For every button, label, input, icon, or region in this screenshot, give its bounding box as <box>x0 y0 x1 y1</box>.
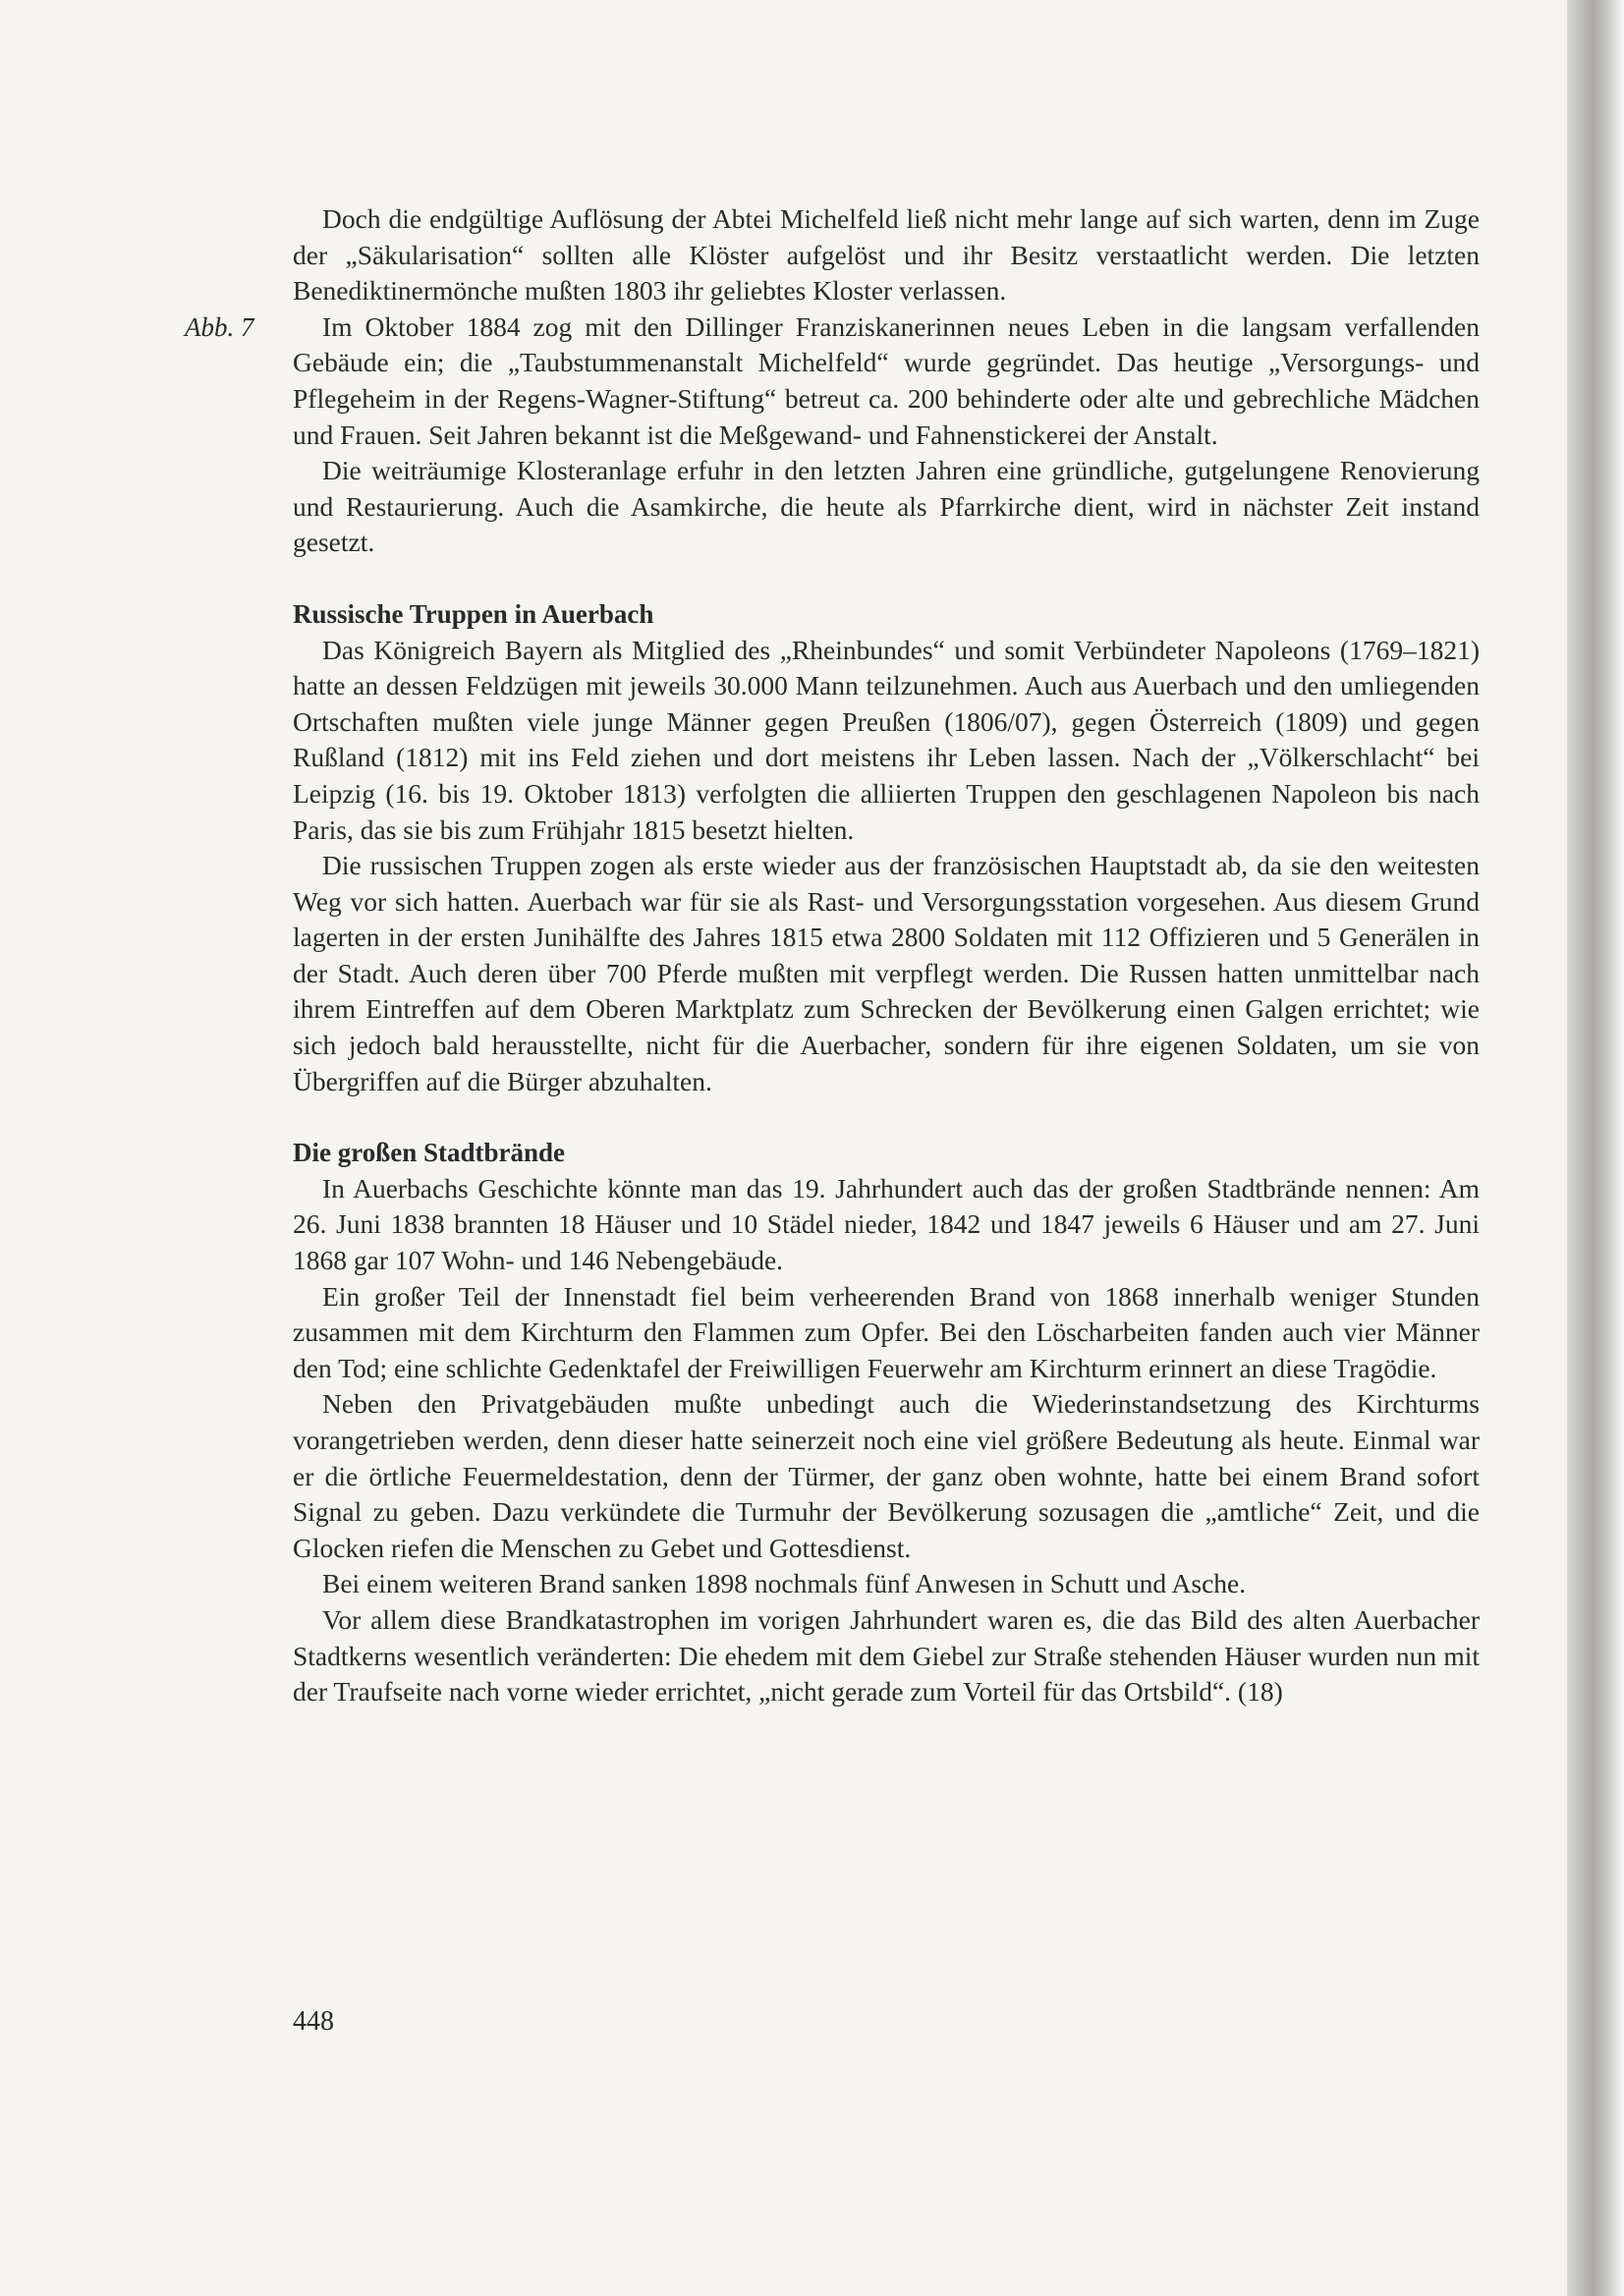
section-heading-town-fires: Die großen Stadtbrände <box>293 1138 566 1168</box>
page-edge-shadow <box>1567 0 1624 2296</box>
section-heading-russian-troops: Russische Truppen in Auerbach <box>293 598 654 629</box>
margin-note-figure-ref: Abb. 7 <box>185 311 254 342</box>
paragraph-abbey-dissolution: Doch die endgültige Auflösung der Abtei Michelfeld ließ nicht mehr lange auf sich warten, denn im Zuge der „Säkularisation“ sollten alle Klöster aufgelöst und ihr Besitz verstaatlicht werden. Die letzten Benediktinermönche mußten 1803 ihr geliebtes Kloster verlassen. <box>293 203 1480 307</box>
paragraph-russian-troops: Die russischen Truppen zogen als erste wieder aus der französischen Hauptstadt ab, da sie den weitesten Weg vor sich hatten. Auerbach war für sie als Rast- und Versorgungsstation vorgesehen. Aus diesem Grund lagerten in der ersten Junihälfte des Jahres 1815 etwa 2800 Soldaten mit 112 Offizieren und 5 Generälen in der Stadt. Auch deren über 700 Pferde mußten mit verpflegt werden. Die Russen hatten unmittelbar nach ihrem Eintreffen auf dem Oberen Marktplatz zum Schrecken der Bevölkerung einen Galgen errichtet; wie sich jedoch bald herausstellte, nicht für die Auerbacher, sondern für ihre eigenen Soldaten, um sie von Übergriffen auf die Bürger abzuhalten. <box>293 850 1480 1096</box>
paragraph-bavaria-napoleon: Das Königreich Bayern als Mitglied des „Rheinbundes“ und somit Verbündeter Napoleons (1769–1821) hatte an dessen Feldzügen mit jeweils 30.000 Mann teilzunehmen. Auch aus Auerbach und den umliegenden Ortschaften mußten viele junge Männer gegen Preußen (1806/07), gegen Österreich (1809) und gegen Rußland (1812) mit ins Feld ziehen und dort meistens ihr Leben lassen. Nach der „Völkerschlacht“ bei Leipzig (16. bis 19. Oktober 1813) verfolgten die alliierten Truppen den geschlagenen Napoleon bis nach Paris, das sie bis zum Frühjahr 1815 besetzt hielten. <box>293 634 1480 845</box>
paragraph-fires-19th-century: In Auerbachs Geschichte könnte man das 19. Jahrhundert auch das der großen Stadtbrände nennen: Am 26. Juni 1838 brannten 18 Häuser und 10 Städel nieder, 1842 und 1847 jeweils 6 Häuser und am 27. Juni 1868 gar 107 Wohn- und 146 Nebengebäude. <box>293 1172 1480 1276</box>
paragraph-renovation: Die weiträumige Klosteranlage erfuhr in den letzten Jahren eine gründliche, gutgelungene Renovierung und Restaurierung. Auch die Asamkirche, die heute als Pfarrkirche dient, wird in nächster Zeit instand gesetzt. <box>293 455 1480 558</box>
paragraph-church-tower: Neben den Privatgebäuden mußte unbedingt auch die Wiederinstandsetzung des Kirchturms vorangetrieben werden, denn dieser hatte seinerzeit noch eine viel größere Bedeutung als heute. Einmal war er die örtliche Feuermeldestation, denn der Türmer, der ganz oben wohnte, hatte bei einem Brand sofort Signal zu geben. Dazu verkündete die Turmuhr der Bevölkerung sozusagen die „amtliche“ Zeit, und die Glocken riefen die Menschen zu Gebet und Gottesdienst. <box>293 1388 1480 1563</box>
paragraph-1884-text: Im Oktober 1884 zog mit den Dillinger Franziskanerinnen neues Leben in die langsam verfallenden Gebäude ein; die „Taubstummenanstalt Michelfeld“ wurde gegründet. Das heutige „Versorgungs- und Pflegeheim in der Regens-Wagner-Stiftung“ betreut ca. 200 behinderte oder alte und gebrechliche Mädchen und Frauen. Seit Jahren bekannt ist die Meßgewand- und Fahnenstickerei der Anstalt. <box>293 310 1480 450</box>
paragraph-1884 <box>185 309 1480 453</box>
paragraph-town-core-changes: Vor allem diese Brandkatastrophen im vorigen Jahrhundert waren es, die das Bild des alten Auerbacher Stadtkerns wesentlich veränderten: Die ehedem mit dem Giebel zur Straße stehenden Häuser wurden nun mit der Traufseite nach vorne wieder errichtet, „nicht gerade zum Vorteil für das Ortsbild“. (18) <box>293 1603 1480 1708</box>
page-number: 448 <box>293 2006 334 2037</box>
paragraph-fire-1868: Ein großer Teil der Innenstadt fiel beim verheerenden Brand von 1868 innerhalb weniger Stunden zusammen mit dem Kirchturm den Flammen zum Opfer. Bei den Löscharbeiten fanden auch vier Männer den Tod; eine schlichte Gedenktafel der Freiwilligen Feuerwehr am Kirchturm erinnert an diese Tragödie. <box>293 1280 1480 1383</box>
paragraph-fire-1898: Bei einem weiteren Brand sanken 1898 nochmals fünf Anwesen in Schutt und Asche. <box>322 1568 1247 1599</box>
body-text <box>185 201 1480 1710</box>
